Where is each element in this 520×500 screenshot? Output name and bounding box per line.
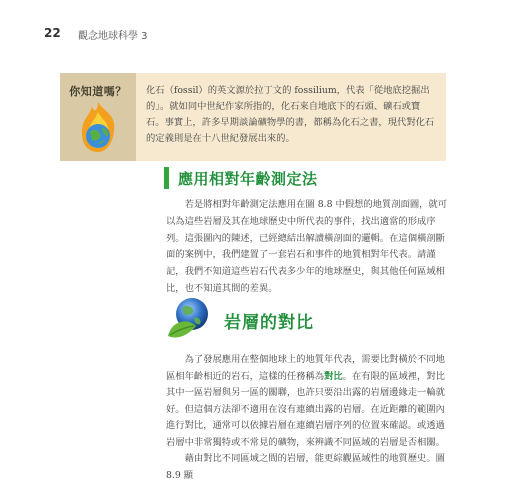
body-paragraph: 若是將相對年齡測定法應用在圖 8.8 中假想的地質剖面圖，就可以為這些岩層及其在地球歷史中所代表的事件，找出適當的形成序列。這張圖內的陳述，已經總結出解讀橫剖面的邏輯。在這個橫剖斷面的案例中，我們建置了一套岩石和事件的地質相對年代表。請謹記，我們不知道這些岩石代表多少年的地球歷史，與其他任何區域相比，也不知道其間的差異。 [166,199,448,294]
key-term-correlation: 對比 [324,370,343,382]
globe-leaf-icon [166,296,216,340]
body-paragraph [166,352,448,451]
section-body [166,197,448,298]
section-heading: 應用相對年齡測定法 [178,170,318,188]
did-you-know-text [146,83,438,147]
body-paragraph: 藉由對比不同區域之間的岩層，能更綜觀區域性的地質歷史。圖 8.9 顯 [166,453,445,481]
did-you-know-paragraph: 化石（fossil）的英文源於拉丁文的 fossilium，代表「從地底挖掘出的」。就如同中世紀作家所指的，化石來自地底下的石頭、礦石或寶石。事實上，許多早期談論礦物學的書，都稱為化石之書，現代對化石的定義則是在十八世紀發展出來的。 [146,85,435,144]
burning-earth-icon [76,100,120,156]
text-run: 為了發展應用在整個地球上的地質年代表，需要比對橫於不同地區相年齡相近的岩石，這樣的任務稱為 [166,354,445,382]
text-run: 。在有限的區域裡，對比其中一區岩層與另一區的關聯，也許只要沿出露的岩層邊緣走一輪就好。但這個方法卻不適用在沒有連續出露的岩層。在近距離的範圍內進行對比，通常可以依據岩層在連續岩層序列的位置來確認。或透過岩層中非常獨特或不常見的礦物，來辨識不同區域的岩層是否相關。 [166,370,445,448]
section-body-correlation [166,352,448,484]
did-you-know-heading: 你知道嗎？ [69,85,127,98]
section-marker [164,167,169,189]
running-head: 觀念地球科學 3 [78,31,148,42]
section-heading-correlation: 岩層的對比 [224,313,314,333]
page-number: 22 [44,26,61,40]
